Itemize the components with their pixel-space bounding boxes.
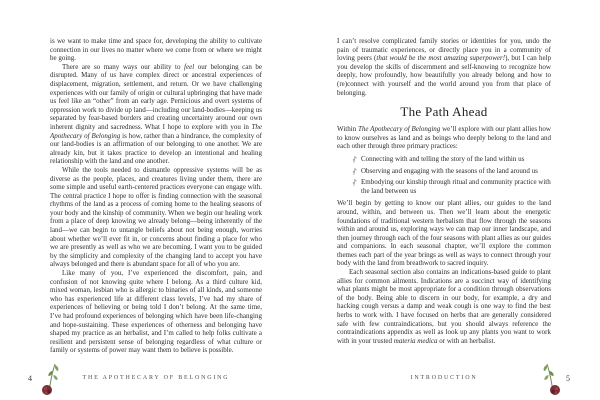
- bullet-text: Connecting with and telling the story of the land within us: [361, 154, 525, 163]
- paragraph-text: is we want to make time and space for, developing the ability to cultivate connection in our lives no matter where we come from or where we might be going.: [50, 37, 262, 63]
- practices-list: [351, 155, 551, 195]
- paragraph-text: or with an herbalist.: [437, 336, 496, 345]
- italic-text: that would be the most amazing superpower!: [376, 54, 506, 63]
- sprig-leaf-icon: [351, 167, 358, 176]
- sprig-leaf-icon: [351, 155, 358, 164]
- body-paragraph: [50, 63, 262, 166]
- book-title-italic: The Apothecary of Belonging: [357, 125, 441, 134]
- right-text-column: [337, 37, 551, 345]
- body-paragraph: [50, 37, 262, 63]
- body-paragraph: [337, 268, 551, 345]
- bullet-text: Embodying our kinship through ritual and community practice with the land between us: [361, 178, 551, 195]
- list-item: [351, 155, 551, 164]
- body-paragraph: [50, 269, 262, 355]
- italic-text: feel: [184, 62, 195, 71]
- italic-text: materia medica: [393, 336, 438, 345]
- paragraph-text: Each seasonal section also contains an indications-based guide to plant allies for common ailments. Indications are a succinct way of identifying what plants might be most appropriate for a condition through observations of the body. Being able to discern in our body, for example, a dry and hacking cough versus a damp and weak cough is one way to find the best herbs to work with. I have focused on herbs that are generally considered safe with few contraindications, but you should always reference the contraindications appendix as well as look up any plants you want to work with in your trusted: [337, 268, 551, 345]
- right-page: [300, 0, 600, 400]
- body-paragraph: [337, 37, 551, 97]
- page-number: 4: [28, 374, 32, 383]
- list-item: [351, 167, 551, 176]
- section-heading: The Path Ahead: [400, 104, 488, 120]
- bullet-text: Observing and engaging with the seasons of the land around us: [361, 166, 538, 175]
- book-title-italic: The Apothecary of Belonging: [50, 122, 262, 140]
- paragraph-text: we’ll explore with our plant allies how to know ourselves as land and as beings who deeply belong to the land and each other through three primary practices:: [337, 125, 551, 151]
- paragraph-text: We’ll begin by getting to know our plant allies, our guides to the land around, within, and between us. Then we’ll learn about the energetic foundations of traditional western herbalism that flow through the seasons within and around us, exploring ways we can map our inner landscape, and then journey through each of the four seasons with plant allies as our guides and companions. In each seasonal chapter, we’ll explore the common themes each part of the year brings as well as ways to connect through your body with the land from breathwork to sacred inquiry.: [337, 199, 551, 268]
- paragraph-text: I can’t resolve complicated family stories or identities for you, undo the pain of traumatic experiences, or directly place you in a community of loving peers (: [337, 37, 551, 63]
- paragraph-text: our belonging can be disrupted. Many of us have complex direct or ancestral experiences of displacement, migration, settlement, and return. Or we have challenging experiences with our family of origin or cultural upbringing that have made us feel like an “other” from an early age. Pernicious and overt systems of oppression work to divide up land—including our land-bodies—keeping us separated by fear-based borders and creating uncertainty around our own inherent dignity and sacredness. What I hope to explore with you in: [50, 62, 262, 131]
- running-footer-title: THE APOTHECARY OF BELONGING: [82, 375, 230, 381]
- paragraph-text: Like many of you, I’ve experienced the discomfort, pain, and confusion of not knowing quite where I belong. As a third culture kid, mixed woman, lesbian who is allergic to binaries of all kinds, and someone who has experienced life at different class levels, I’ve had my share of experiences of believing or being told I don’t belong. At the same time, I’ve had profound experiences of belonging which have been life-changing and hope-sustaining. These experiences of otherness and belonging have shaped my practice as an herbalist, and I’m called to help folks cultivate a resilient and persistent sense of belonging regardless of what culture or family or systems of power may want them to believe is possible.: [50, 269, 262, 355]
- sprig-leaf-icon: [351, 178, 358, 187]
- left-text-column: [50, 37, 262, 355]
- page-number: 5: [566, 374, 570, 383]
- body-paragraph: [337, 199, 551, 268]
- body-paragraph: [50, 166, 262, 269]
- paragraph-text: While the tools needed to dismantle oppressive systems will be as diverse as the people, places, and creatures living under them, there are some simple and useful earth-centered practices everyone can engage with. The central practice I hope to offer is finding connection with the seasonal rhythms of the land as a process of coming home to the healing seasons of your body and the kinship of community. When we begin our healing work from a place of deep knowing we already belong—being inherently of the land—we can begin to untangle beliefs about not being enough, worries about whether we’ll ever fit in, or concerns about finding a place for who we are presently as well as who we are becoming. I want you to be guided by the simplicity and complexity of the changing land to accept you have always belonged and there is abundant space for all of who you are.: [50, 165, 262, 269]
- list-item: [351, 178, 551, 195]
- paragraph-text: ), but I can help you develop the skills of discernment and self-knowing to recognize how deeply, how profoundly, how beautifully you already belong and how to (re)connect with yourself and the world around you from that place of belonging.: [337, 54, 551, 97]
- paragraph-text: is how, rather than a hindrance, the complexity of our land-bodies is an affirmation of our belonging to one another. We are already kin, but it takes practice to develop an intentional and healing relationship with the land and one another.: [50, 131, 262, 166]
- running-footer-chapter: INTRODUCTION: [410, 375, 478, 381]
- paragraph-text: Within: [337, 125, 358, 134]
- paragraph-text: There are so many ways our ability to: [62, 62, 185, 71]
- body-paragraph: [337, 125, 551, 151]
